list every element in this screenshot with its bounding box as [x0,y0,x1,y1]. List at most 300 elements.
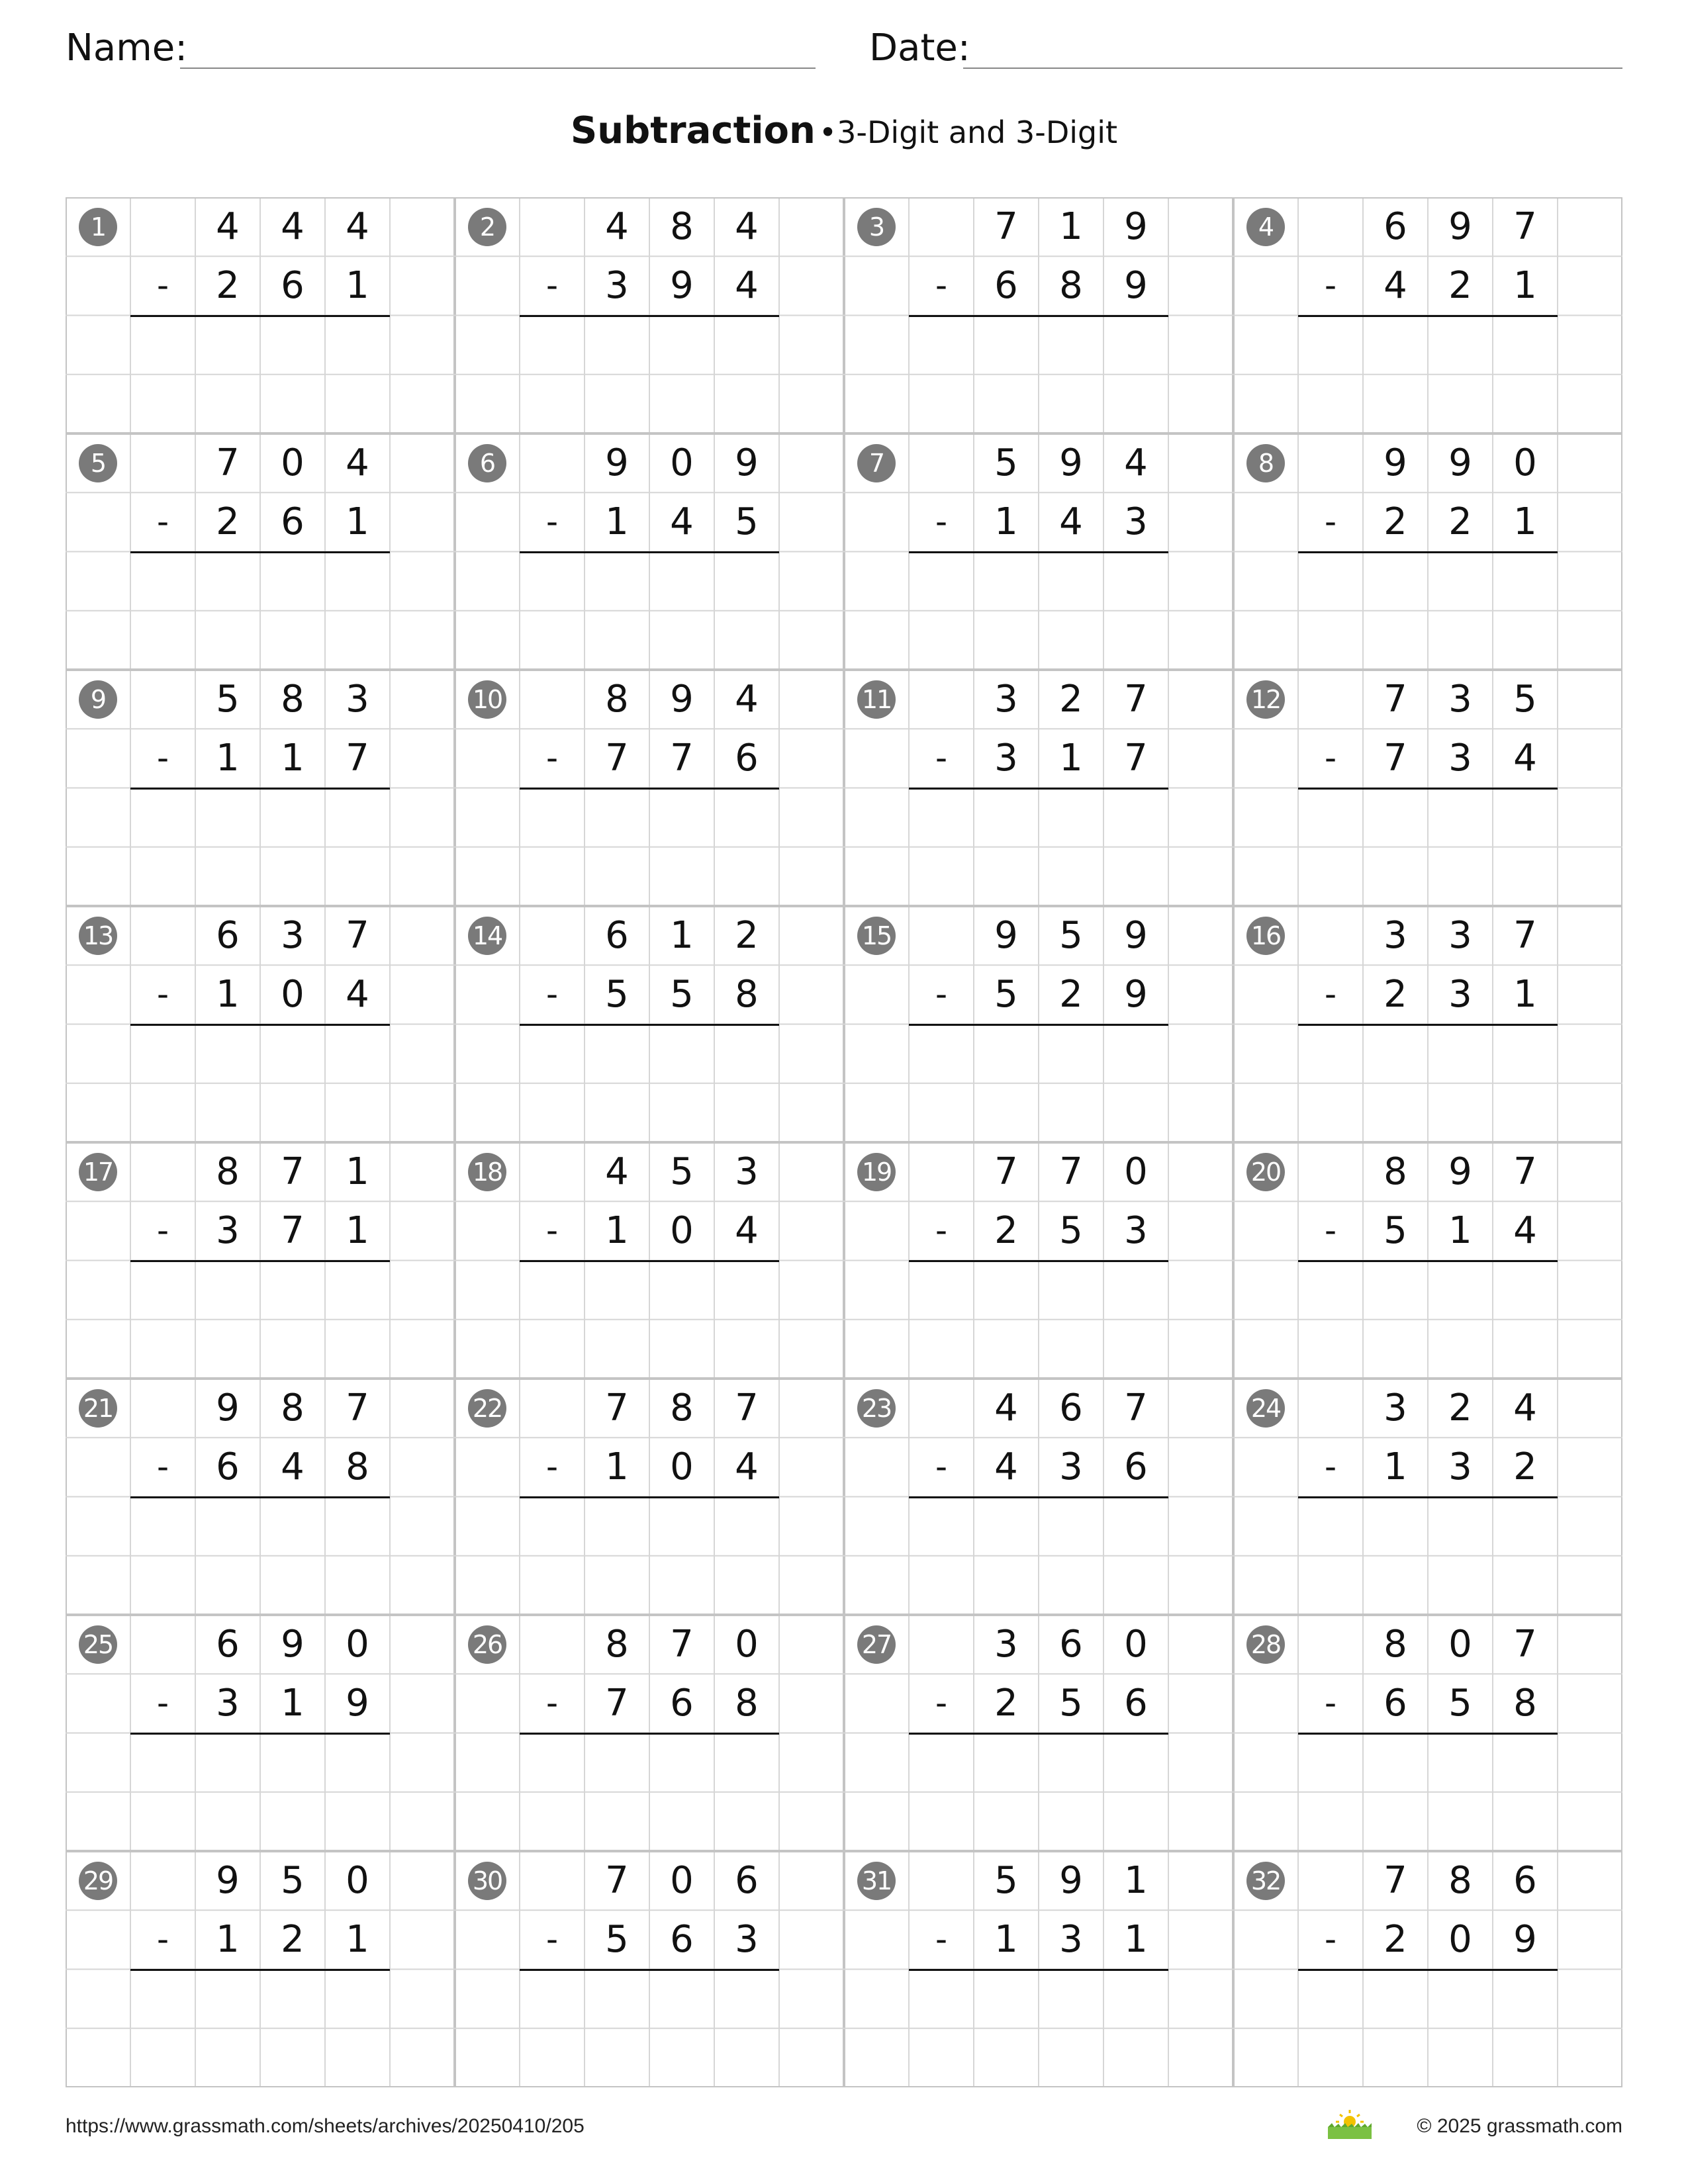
minuend-digit: 4 [735,678,759,721]
answer-area[interactable] [909,1497,1168,1615]
problem-block [844,670,1233,906]
subtrahend-digit: 5 [735,500,759,544]
subtrahend-digit: 2 [281,1918,305,1962]
minuend-digit: 5 [994,441,1018,484]
minuend-digit: 7 [994,1150,1018,1193]
minuend-digit: 2 [735,914,759,957]
minus-sign: - [1324,266,1337,305]
minuend-digit: 6 [1383,205,1407,248]
answer-area[interactable] [520,1970,779,2088]
problem-block [844,197,1233,433]
minuend-digit: 0 [1124,1623,1148,1666]
minuend-digit: 7 [346,1387,369,1430]
subtrahend-digit: 4 [735,1445,759,1489]
minus-sign: - [156,502,169,541]
problem-number-badge: 10 [468,680,506,719]
answer-area[interactable] [1298,1733,1558,1852]
answer-area[interactable] [1298,552,1558,670]
minuend-digit: 8 [1383,1150,1407,1193]
problem-number-badge: 13 [79,917,117,955]
minuend-digit: 3 [346,678,369,721]
minuend-digit: 8 [605,678,629,721]
problem-number-badge: 20 [1246,1153,1285,1191]
problem-number-badge: 1 [79,208,117,246]
subtrahend-digit: 7 [1383,737,1407,780]
minus-sign: - [545,975,559,1014]
subtrahend-digit: 1 [216,737,240,780]
problem-number-badge: 22 [468,1389,506,1428]
subtrahend-digit: 5 [605,1918,629,1962]
answer-area[interactable] [909,1024,1168,1143]
minuend-digit: 2 [1059,678,1083,721]
answer-area[interactable] [909,316,1168,434]
minuend-digit: 3 [994,1623,1018,1666]
minuend-digit: 9 [1059,441,1083,484]
problem-block [455,1379,844,1615]
subtrahend-digit: 1 [994,500,1018,544]
subtrahend-digit: 1 [346,1918,369,1962]
minuend-digit: 6 [1059,1387,1083,1430]
problem-number-badge: 24 [1246,1389,1285,1428]
problem-block [1233,1142,1622,1379]
subtrahend-digit: 0 [1448,1918,1472,1962]
problem-number-badge: 9 [79,680,117,719]
answer-area[interactable] [130,788,390,907]
minuend-digit: 9 [994,914,1018,957]
problem-number-badge: 15 [857,917,896,955]
subtrahend-digit: 4 [1383,264,1407,308]
minus-sign: - [545,502,559,541]
subtrahend-digit: 4 [670,500,694,544]
subtrahend-digit: 5 [994,973,1018,1017]
minus-sign: - [156,1447,169,1486]
problem-number-badge: 31 [857,1862,896,1900]
minuend-digit: 4 [216,205,240,248]
minuend-digit: 4 [1513,1387,1537,1430]
problem-block [66,1851,455,2087]
minus-sign: - [156,975,169,1014]
subtrahend-digit: 7 [605,1682,629,1725]
minuend-digit: 4 [346,441,369,484]
subtrahend-digit: 7 [605,737,629,780]
minuend-digit: 8 [216,1150,240,1193]
minuend-digit: 7 [216,441,240,484]
minus-sign: - [1324,739,1337,778]
problem-block [1233,197,1622,433]
answer-area[interactable] [130,1497,390,1615]
problem-grid [66,197,1622,2087]
minuend-digit: 3 [994,678,1018,721]
minuend-digit: 3 [1383,914,1407,957]
subtrahend-digit: 1 [346,264,369,308]
subtrahend-digit: 1 [346,500,369,544]
answer-area[interactable] [520,1024,779,1143]
problem-block [66,1615,455,1851]
answer-area[interactable] [909,1261,1168,1379]
minuend-digit: 4 [281,205,305,248]
subtrahend-digit: 6 [670,1918,694,1962]
minuend-digit: 7 [1124,1387,1148,1430]
problem-block [455,1851,844,2087]
answer-area[interactable] [130,1024,390,1143]
answer-area[interactable] [520,1261,779,1379]
minuend-digit: 4 [735,205,759,248]
answer-area[interactable] [130,1733,390,1852]
problem-block [455,1615,844,1851]
problem-block [455,906,844,1142]
minuend-digit: 5 [281,1859,305,1902]
subtrahend-digit: 1 [994,1918,1018,1962]
minuend-digit: 7 [1513,914,1537,957]
problem-number-badge: 11 [857,680,896,719]
minuend-digit: 6 [605,914,629,957]
subtrahend-digit: 1 [216,973,240,1017]
problem-number-badge: 30 [468,1862,506,1900]
subtrahend-digit: 0 [670,1445,694,1489]
minus-sign: - [545,1684,559,1723]
subtrahend-digit: 7 [346,737,369,780]
subtrahend-digit: 6 [216,1445,240,1489]
problem-block [1233,433,1622,670]
problem-number-badge: 25 [79,1625,117,1664]
minuend-digit: 7 [1383,678,1407,721]
subtrahend-digit: 4 [346,973,369,1017]
minuend-digit: 7 [605,1859,629,1902]
minuend-digit: 0 [1124,1150,1148,1193]
problem-block [66,433,455,670]
minuend-digit: 3 [1448,678,1472,721]
subtrahend-digit: 1 [1513,973,1537,1017]
problem-number-badge: 2 [468,208,506,246]
subtrahend-digit: 3 [605,264,629,308]
subtrahend-digit: 1 [605,1445,629,1489]
answer-area[interactable] [909,1970,1168,2088]
minuend-digit: 5 [670,1150,694,1193]
subtrahend-digit: 4 [735,264,759,308]
subtrahend-digit: 1 [1383,1445,1407,1489]
minus-sign: - [156,739,169,778]
minuend-digit: 9 [1383,441,1407,484]
answer-area[interactable] [1298,1024,1558,1143]
subtrahend-digit: 1 [1513,500,1537,544]
minuend-digit: 0 [735,1623,759,1666]
subtrahend-digit: 3 [1448,737,1472,780]
subtrahend-digit: 9 [1124,264,1148,308]
minuend-digit: 7 [1124,678,1148,721]
minus-sign: - [935,1447,948,1486]
minus-sign: - [156,1211,169,1250]
date-line[interactable] [963,68,1622,69]
minuend-digit: 9 [1124,914,1148,957]
minus-sign: - [935,266,948,305]
subtrahend-digit: 8 [735,1682,759,1725]
problem-number-badge: 3 [857,208,896,246]
minus-sign: - [1324,502,1337,541]
name-label: Name: [66,26,188,69]
subtrahend-digit: 0 [670,1209,694,1253]
subtrahend-digit: 2 [216,264,240,308]
subtrahend-digit: 5 [670,973,694,1017]
answer-area[interactable] [520,552,779,670]
answer-area[interactable] [1298,316,1558,434]
minuend-digit: 1 [670,914,694,957]
minuend-digit: 9 [735,441,759,484]
subtrahend-digit: 4 [1059,500,1083,544]
minuend-digit: 9 [670,678,694,721]
problem-number-badge: 12 [1246,680,1285,719]
problem-number-badge: 8 [1246,444,1285,482]
subtrahend-digit: 1 [281,737,305,780]
problem-block [1233,670,1622,906]
minuend-digit: 7 [735,1387,759,1430]
subtrahend-digit: 6 [994,264,1018,308]
minuend-digit: 4 [605,205,629,248]
minuend-digit: 7 [1513,1150,1537,1193]
subtrahend-digit: 2 [1448,264,1472,308]
problem-block [844,1851,1233,2087]
minus-sign: - [156,1920,169,1959]
minuend-digit: 0 [346,1623,369,1666]
problem-block [844,906,1233,1142]
minuend-digit: 1 [1124,1859,1148,1902]
minuend-digit: 2 [1448,1387,1472,1430]
subtrahend-digit: 3 [1059,1918,1083,1962]
subtrahend-digit: 8 [346,1445,369,1489]
minuend-digit: 9 [605,441,629,484]
problem-number-badge: 21 [79,1389,117,1428]
subtrahend-digit: 1 [605,1209,629,1253]
minuend-digit: 8 [281,678,305,721]
minuend-digit: 0 [1513,441,1537,484]
problem-block [1233,906,1622,1142]
minus-sign: - [935,739,948,778]
subtrahend-digit: 2 [1513,1445,1537,1489]
minuend-digit: 0 [670,1859,694,1902]
problem-number-badge: 27 [857,1625,896,1664]
minuend-digit: 6 [735,1859,759,1902]
problem-block [844,1615,1233,1851]
subtrahend-digit: 4 [1513,737,1537,780]
subtrahend-digit: 7 [670,737,694,780]
subtrahend-digit: 4 [281,1445,305,1489]
subtrahend-digit: 3 [1448,1445,1472,1489]
worksheet-title [0,105,1688,166]
answer-area[interactable] [1298,1261,1558,1379]
problem-number-badge: 6 [468,444,506,482]
minuend-digit: 1 [1059,205,1083,248]
title-sub: 3-Digit and 3-Digit [837,114,1118,150]
subtrahend-digit: 3 [735,1918,759,1962]
minuend-digit: 3 [281,914,305,957]
minuend-digit: 7 [605,1387,629,1430]
problem-number-badge: 7 [857,444,896,482]
minus-sign: - [1324,1920,1337,1959]
name-line[interactable] [180,68,816,69]
subtrahend-digit: 3 [994,737,1018,780]
problem-number-badge: 17 [79,1153,117,1191]
problem-block [844,1379,1233,1615]
footer-url: https://www.grassmath.com/sheets/archives/20250410/205 [66,2115,585,2137]
minuend-digit: 4 [994,1387,1018,1430]
subtrahend-digit: 1 [346,1209,369,1253]
subtrahend-digit: 8 [1513,1682,1537,1725]
problem-block [844,433,1233,670]
minuend-digit: 5 [1059,914,1083,957]
subtrahend-digit: 2 [1383,973,1407,1017]
problem-number-badge: 23 [857,1389,896,1428]
subtrahend-digit: 6 [1124,1682,1148,1725]
subtrahend-digit: 8 [735,973,759,1017]
subtrahend-digit: 3 [216,1209,240,1253]
subtrahend-digit: 1 [281,1682,305,1725]
minus-sign: - [1324,1447,1337,1486]
answer-area[interactable] [130,552,390,670]
minus-sign: - [545,1447,559,1486]
minuend-digit: 9 [1448,205,1472,248]
problem-number-badge: 29 [79,1862,117,1900]
subtrahend-digit: 6 [281,500,305,544]
problem-block [455,1142,844,1379]
minuend-digit: 5 [216,678,240,721]
minuend-digit: 7 [1513,205,1537,248]
minuend-digit: 0 [1448,1623,1472,1666]
subtrahend-digit: 6 [670,1682,694,1725]
subtrahend-digit: 4 [735,1209,759,1253]
problem-block [66,197,455,433]
minuend-digit: 5 [1513,678,1537,721]
problem-number-badge: 18 [468,1153,506,1191]
minus-sign: - [545,739,559,778]
answer-area[interactable] [909,552,1168,670]
title-bullet: • [818,114,837,150]
problem-block [66,906,455,1142]
problem-block [66,1379,455,1615]
problem-number-badge: 4 [1246,208,1285,246]
minuend-digit: 9 [281,1623,305,1666]
subtrahend-digit: 2 [1059,973,1083,1017]
grass-sun-logo-icon [1327,2107,1373,2140]
answer-area[interactable] [520,788,779,907]
subtrahend-digit: 1 [1124,1918,1148,1962]
subtrahend-digit: 1 [1513,264,1537,308]
problem-block [455,197,844,433]
minuend-digit: 6 [1059,1623,1083,1666]
minuend-digit: 9 [1059,1859,1083,1902]
subtrahend-digit: 5 [1059,1682,1083,1725]
minuend-digit: 7 [346,914,369,957]
subtrahend-digit: 9 [670,264,694,308]
problem-block [455,433,844,670]
footer-copyright: © 2025 grassmath.com [1417,2115,1622,2137]
minus-sign: - [545,266,559,305]
subtrahend-digit: 3 [216,1682,240,1725]
answer-area[interactable] [1298,788,1558,907]
minus-sign: - [935,502,948,541]
minuend-digit: 5 [994,1859,1018,1902]
minuend-digit: 6 [1513,1859,1537,1902]
minuend-digit: 8 [605,1623,629,1666]
subtrahend-digit: 2 [994,1682,1018,1725]
subtrahend-digit: 6 [1383,1682,1407,1725]
subtrahend-digit: 5 [1059,1209,1083,1253]
minuend-digit: 7 [670,1623,694,1666]
subtrahend-digit: 7 [281,1209,305,1253]
answer-area[interactable] [130,1261,390,1379]
subtrahend-digit: 3 [1124,500,1148,544]
minuend-digit: 7 [281,1150,305,1193]
answer-area[interactable] [520,316,779,434]
minuend-digit: 4 [605,1150,629,1193]
subtrahend-digit: 1 [1059,737,1083,780]
subtrahend-digit: 9 [346,1682,369,1725]
subtrahend-digit: 5 [1448,1682,1472,1725]
problem-block [1233,1851,1622,2087]
minus-sign: - [935,975,948,1014]
subtrahend-digit: 4 [1513,1209,1537,1253]
title-main: Subtraction [570,109,816,152]
problem-block [66,1142,455,1379]
subtrahend-digit: 3 [1124,1209,1148,1253]
answer-area[interactable] [520,1497,779,1615]
minuend-digit: 9 [1124,205,1148,248]
problem-number-badge: 14 [468,917,506,955]
minuend-digit: 0 [346,1859,369,1902]
answer-area[interactable] [520,1733,779,1852]
subtrahend-digit: 5 [1383,1209,1407,1253]
minuend-digit: 7 [1383,1859,1407,1902]
minus-sign: - [1324,975,1337,1014]
minuend-digit: 7 [1513,1623,1537,1666]
answer-area[interactable] [909,1733,1168,1852]
answer-area[interactable] [1298,1970,1558,2088]
subtrahend-digit: 6 [281,264,305,308]
subtrahend-digit: 7 [1124,737,1148,780]
answer-area[interactable] [130,1970,390,2088]
minus-sign: - [156,266,169,305]
subtrahend-digit: 4 [994,1445,1018,1489]
minus-sign: - [1324,1211,1337,1250]
minuend-digit: 3 [1383,1387,1407,1430]
minuend-digit: 9 [216,1387,240,1430]
subtrahend-digit: 1 [605,500,629,544]
minus-sign: - [545,1920,559,1959]
minus-sign: - [156,1684,169,1723]
subtrahend-digit: 2 [1383,500,1407,544]
subtrahend-digit: 2 [216,500,240,544]
subtrahend-digit: 5 [605,973,629,1017]
minuend-digit: 0 [281,441,305,484]
minus-sign: - [545,1211,559,1250]
minuend-digit: 3 [735,1150,759,1193]
subtrahend-digit: 2 [994,1209,1018,1253]
problem-number-badge: 5 [79,444,117,482]
minuend-digit: 7 [1059,1150,1083,1193]
minuend-digit: 8 [670,205,694,248]
minuend-digit: 8 [281,1387,305,1430]
minuend-digit: 9 [1448,441,1472,484]
subtrahend-digit: 1 [216,1918,240,1962]
answer-area[interactable] [1298,1497,1558,1615]
minuend-digit: 4 [346,205,369,248]
problem-block [1233,1615,1622,1851]
minuend-digit: 8 [1383,1623,1407,1666]
answer-area[interactable] [130,316,390,434]
answer-area[interactable] [909,788,1168,907]
minuend-digit: 1 [346,1150,369,1193]
minus-sign: - [935,1211,948,1250]
minuend-digit: 0 [670,441,694,484]
minuend-digit: 6 [216,1623,240,1666]
